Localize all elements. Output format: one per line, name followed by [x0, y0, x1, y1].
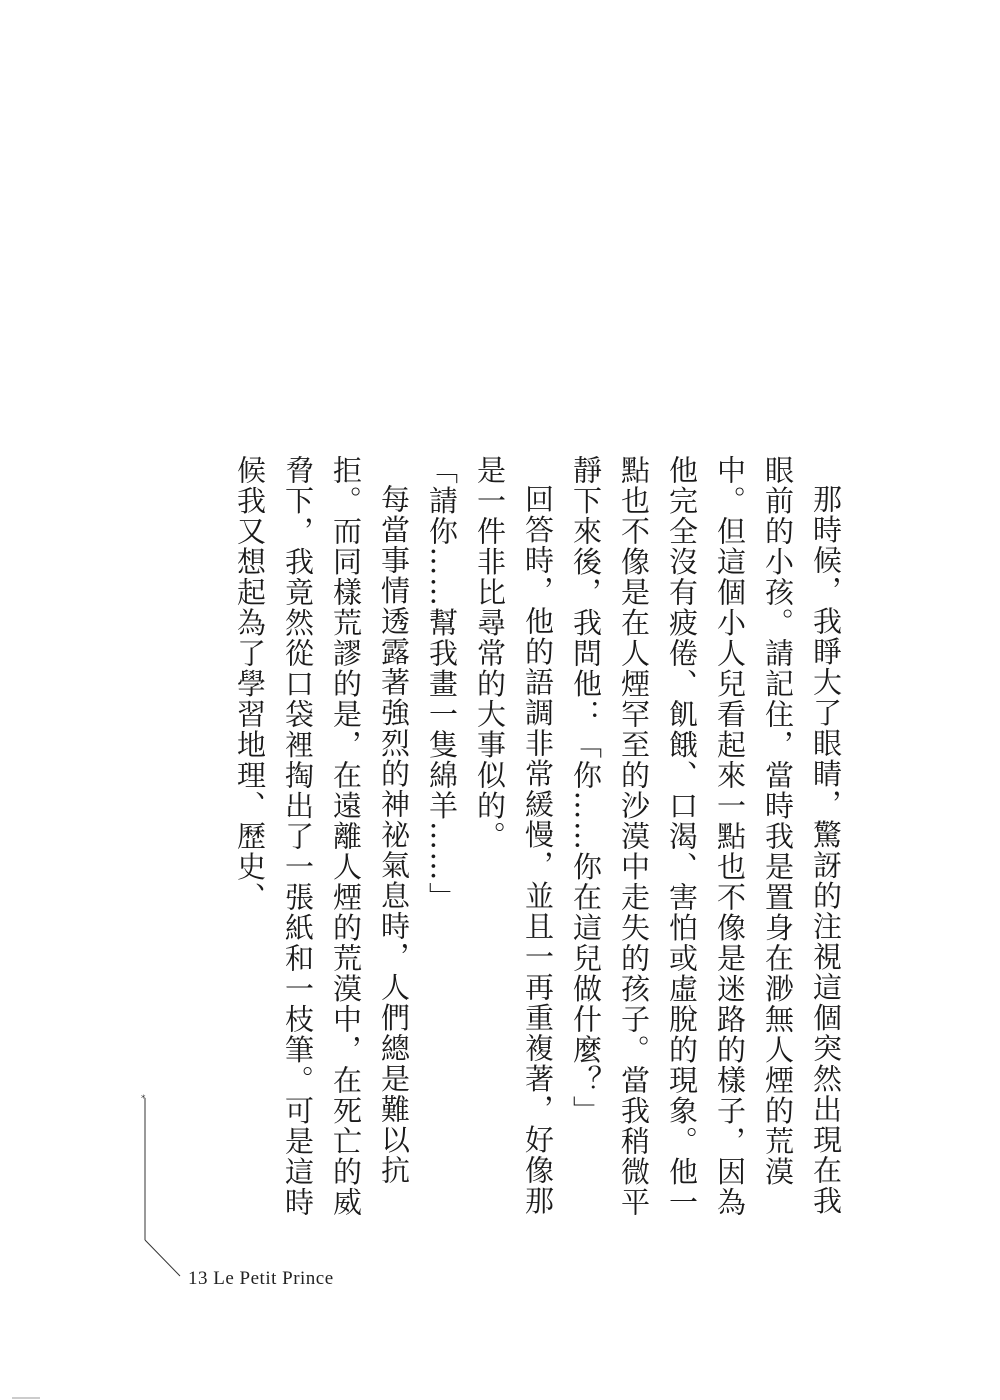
paragraph-4: 每當事情透露著強烈的神祕氣息時，人們總是難以抗拒。而同樣荒謬的是，在遠離人煙的荒漠中，在死亡的威脅下，我竟然從口袋裡掏出了一張紙和一枝筆。可是這時候我又想起為了學習地理、歷史、	[233, 455, 411, 1218]
vertical-text-block	[226, 455, 850, 1235]
paragraph-2: 回答時，他的語調非常緩慢，並且一再重複著，好像那是一件非比尋常的大事似的。	[473, 455, 555, 1216]
paragraph-1: 那時候，我睜大了眼睛，驚訝的注視這個突然出現在我眼前的小孩。請記住，當時我是置身在渺無人煙的荒漠中。但這個小人兒看起來一點也不像是迷路的樣子，因為他完全沒有疲倦、飢餓、口渴、害怕或虛脫的現象。他一點也不像是在人煙罕至的沙漠中走失的孩子。當我稍微平靜下來後，我問他：「你……你在這兒做什麼？」	[569, 455, 843, 1218]
paragraph-3-dialogue: 「請你……幫我畫一隻綿羊……」	[425, 455, 459, 913]
book-title: Le Petit Prince	[213, 1268, 334, 1289]
folio	[188, 1268, 334, 1290]
svg-text:*: *	[141, 1094, 146, 1104]
page-number: 13	[188, 1268, 208, 1289]
